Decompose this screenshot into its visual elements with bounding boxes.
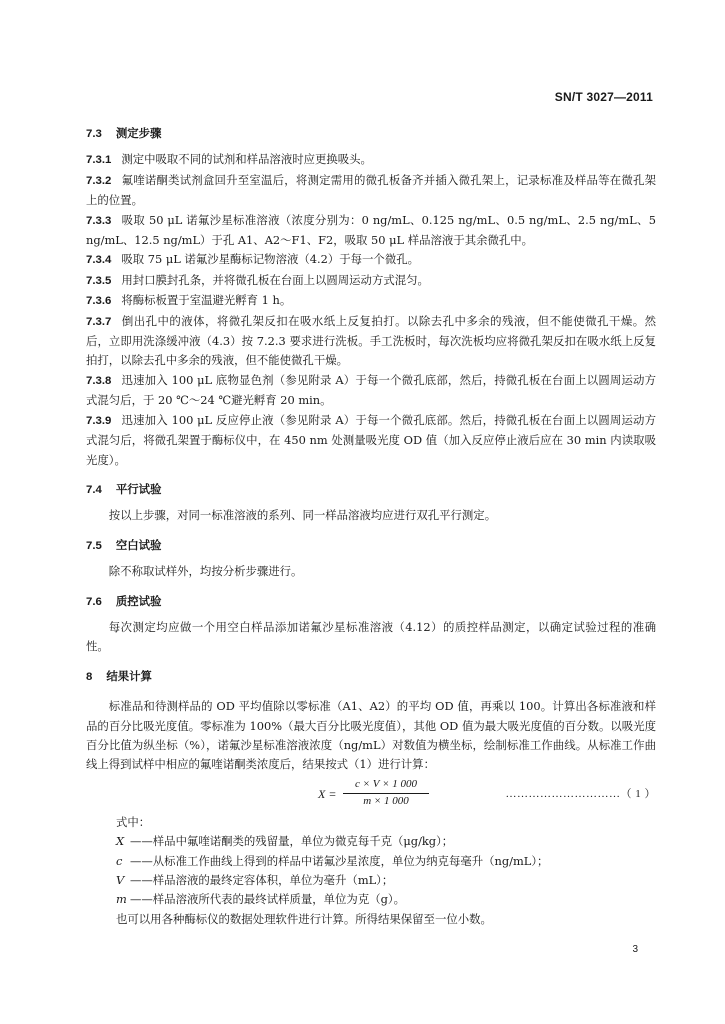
clause-number: 7.3.5 [86,274,112,287]
closing-text: 也可以用各种酶标仪的数据处理软件进行计算。所得结果保留至一位小数。 [116,911,492,926]
definition-text: ——样品中氟喹诺酮类的残留量，单位为微克每千克（μg/kg）； [130,834,454,849]
clause-number: 7.3.9 [86,414,112,427]
page-number: 3 [632,944,638,955]
section-7-3-heading [86,124,656,144]
standard-code: SN/T 3027—2011 [554,90,653,104]
formula-denominator: m × 1 000 [363,794,409,807]
definition-text: ——样品溶液的最终定容体积，单位为毫升（mL）； [130,873,394,887]
clause-number: 7.3.6 [86,295,112,308]
definition-v [116,871,656,890]
clause-text: 将酶标板置于室温避光孵育 1 h。 [121,293,292,308]
clause-number: 7.3.2 [86,174,112,187]
section-number: 7.5 [86,539,102,552]
section-number: 8 [86,670,93,683]
symbol: V [116,873,125,887]
formula-1 [86,777,656,811]
clause-text: 迅速加入 100 μL 底物显色剂（参见附录 A）于每一个微孔底部，然后，持微孔板在台面上以圆周运动方式混匀后，于 20 ℃～24 ℃避光孵育 20 min。 [86,372,656,408]
page-content [86,124,656,929]
formula-lhs: X = [318,786,337,801]
clause-7-3-8 [86,371,656,411]
section-7-4-text: 按以上步骤，对同一标准溶液的系列、同一样品溶液均应进行双孔平行测定。 [108,508,497,523]
section-title: 质控试验 [115,593,162,608]
clause-number: 7.3.3 [86,214,112,227]
section-7-5-heading [86,536,656,556]
clause-7-3-7 [86,312,656,371]
clause-number: 7.3.4 [86,254,112,267]
definition-x [116,832,656,851]
section-title: 结果计算 [106,668,152,683]
section-title: 平行试验 [115,481,162,496]
clause-text: 迅速加入 100 μL 反应停止液（参见附录 A）于每一个微孔底部。然后，持微孔板在台面上以圆周运动方式混匀后，将微孔架置于酶标仪中，在 450 nm 处测量吸光度 OD 值（加入反应停止液后应在 30 min 内读取吸光度）。 [86,412,656,467]
section-8-text: 标准品和待测样品的 OD 平均值除以零标准（A1、A2）的平均 OD 值，再乘以 100。计算出各标准液和样品的百分比吸光度值。零标准为 100%（最大百分比吸光度值），其他 OD 值为最大吸光度值的百分数。以吸光度百分比值为纵坐标（%），诺氟沙星标准溶液浓度（ng/mL）对数值为横坐标，绘制标准工作曲线。从标准工作曲线上得到试样中相应的氟喹诺酮类浓度后，结果按式（1）进行计算： [86,699,656,772]
clause-7-3-6 [86,291,656,311]
section-7-6-heading [86,592,656,612]
clause-number: 7.3.7 [86,315,112,328]
clause-7-3-3 [86,211,656,251]
equation-number: …………………………（ 1 ） [505,787,656,800]
definition-text: ——从标准工作曲线上得到的样品中诺氟沙星浓度，单位为纳克每毫升（ng/mL）； [130,853,549,868]
section-7-4-heading [86,480,656,500]
symbol: X [116,834,125,849]
symbol: c [116,853,123,868]
clause-7-3-1 [86,150,656,170]
section-8-heading [86,667,656,687]
section-7-6-text: 每次测定均应做一个用空白样品添加诺氟沙星标准溶液（4.12）的质控样品测定，以确定试验过程的准确性。 [86,619,656,654]
clause-text: 吸取 75 μL 诺氟沙星酶标记物溶液（4.2）于每一个微孔。 [121,252,419,267]
symbol: m [116,892,127,907]
clause-number: 7.3.8 [86,374,112,387]
clause-text: 倒出孔中的液体，将微孔架反扣在吸水纸上反复拍打。以除去孔中多余的残液，但不能使微孔干燥。然后，立即用洗涤缓冲液（4.3）按 7.2.3 要求进行洗板。手工洗板时，每次洗板均应将微孔架反扣在吸水纸上反复拍打，以除去孔中多余的残液，但不能使微孔干燥。 [86,313,656,368]
clause-text: 测定中吸取不同的试剂和样品溶液时应更换吸头。 [121,152,372,167]
formula-fraction [343,777,429,809]
section-number: 7.3 [86,128,102,140]
section-number: 7.4 [86,483,102,496]
clause-7-3-5 [86,271,656,291]
clause-7-3-9 [86,411,656,470]
section-7-5-text: 除不称取试样外，均按分析步骤进行。 [108,564,303,579]
formula-numerator: c × V × 1 000 [343,777,429,794]
definition-text: ——样品溶液所代表的最终试样质量，单位为克（g）。 [130,892,405,907]
clause-text: 用封口膜封孔条，并将微孔板在台面上以圆周运动方式混匀。 [121,272,429,287]
definition-m [116,890,656,909]
definition-c [116,852,656,871]
section-title: 空白试验 [115,537,162,552]
clause-7-3-4 [86,250,656,270]
clause-text: 吸取 50 μL 诺氟沙星标准溶液（浓度分别为：0 ng/mL、0.125 ng/mL、0.5 ng/mL、2.5 ng/mL、5 ng/mL、12.5 ng/mL）于孔 A1、A2～F1、F2，吸取 50 μL 样品溶液于其余微孔中。 [86,212,656,248]
section-number: 7.6 [86,595,102,608]
where-label: 式中： [116,814,151,829]
clause-text: 氟喹诺酮类试剂盒回升至室温后，将测定需用的微孔板备齐并插入微孔架上，记录标准及样品等在微孔架上的位置。 [86,172,656,208]
section-title: 测定步骤 [115,126,162,140]
clause-number: 7.3.1 [86,154,112,167]
clause-7-3-2 [86,171,656,211]
